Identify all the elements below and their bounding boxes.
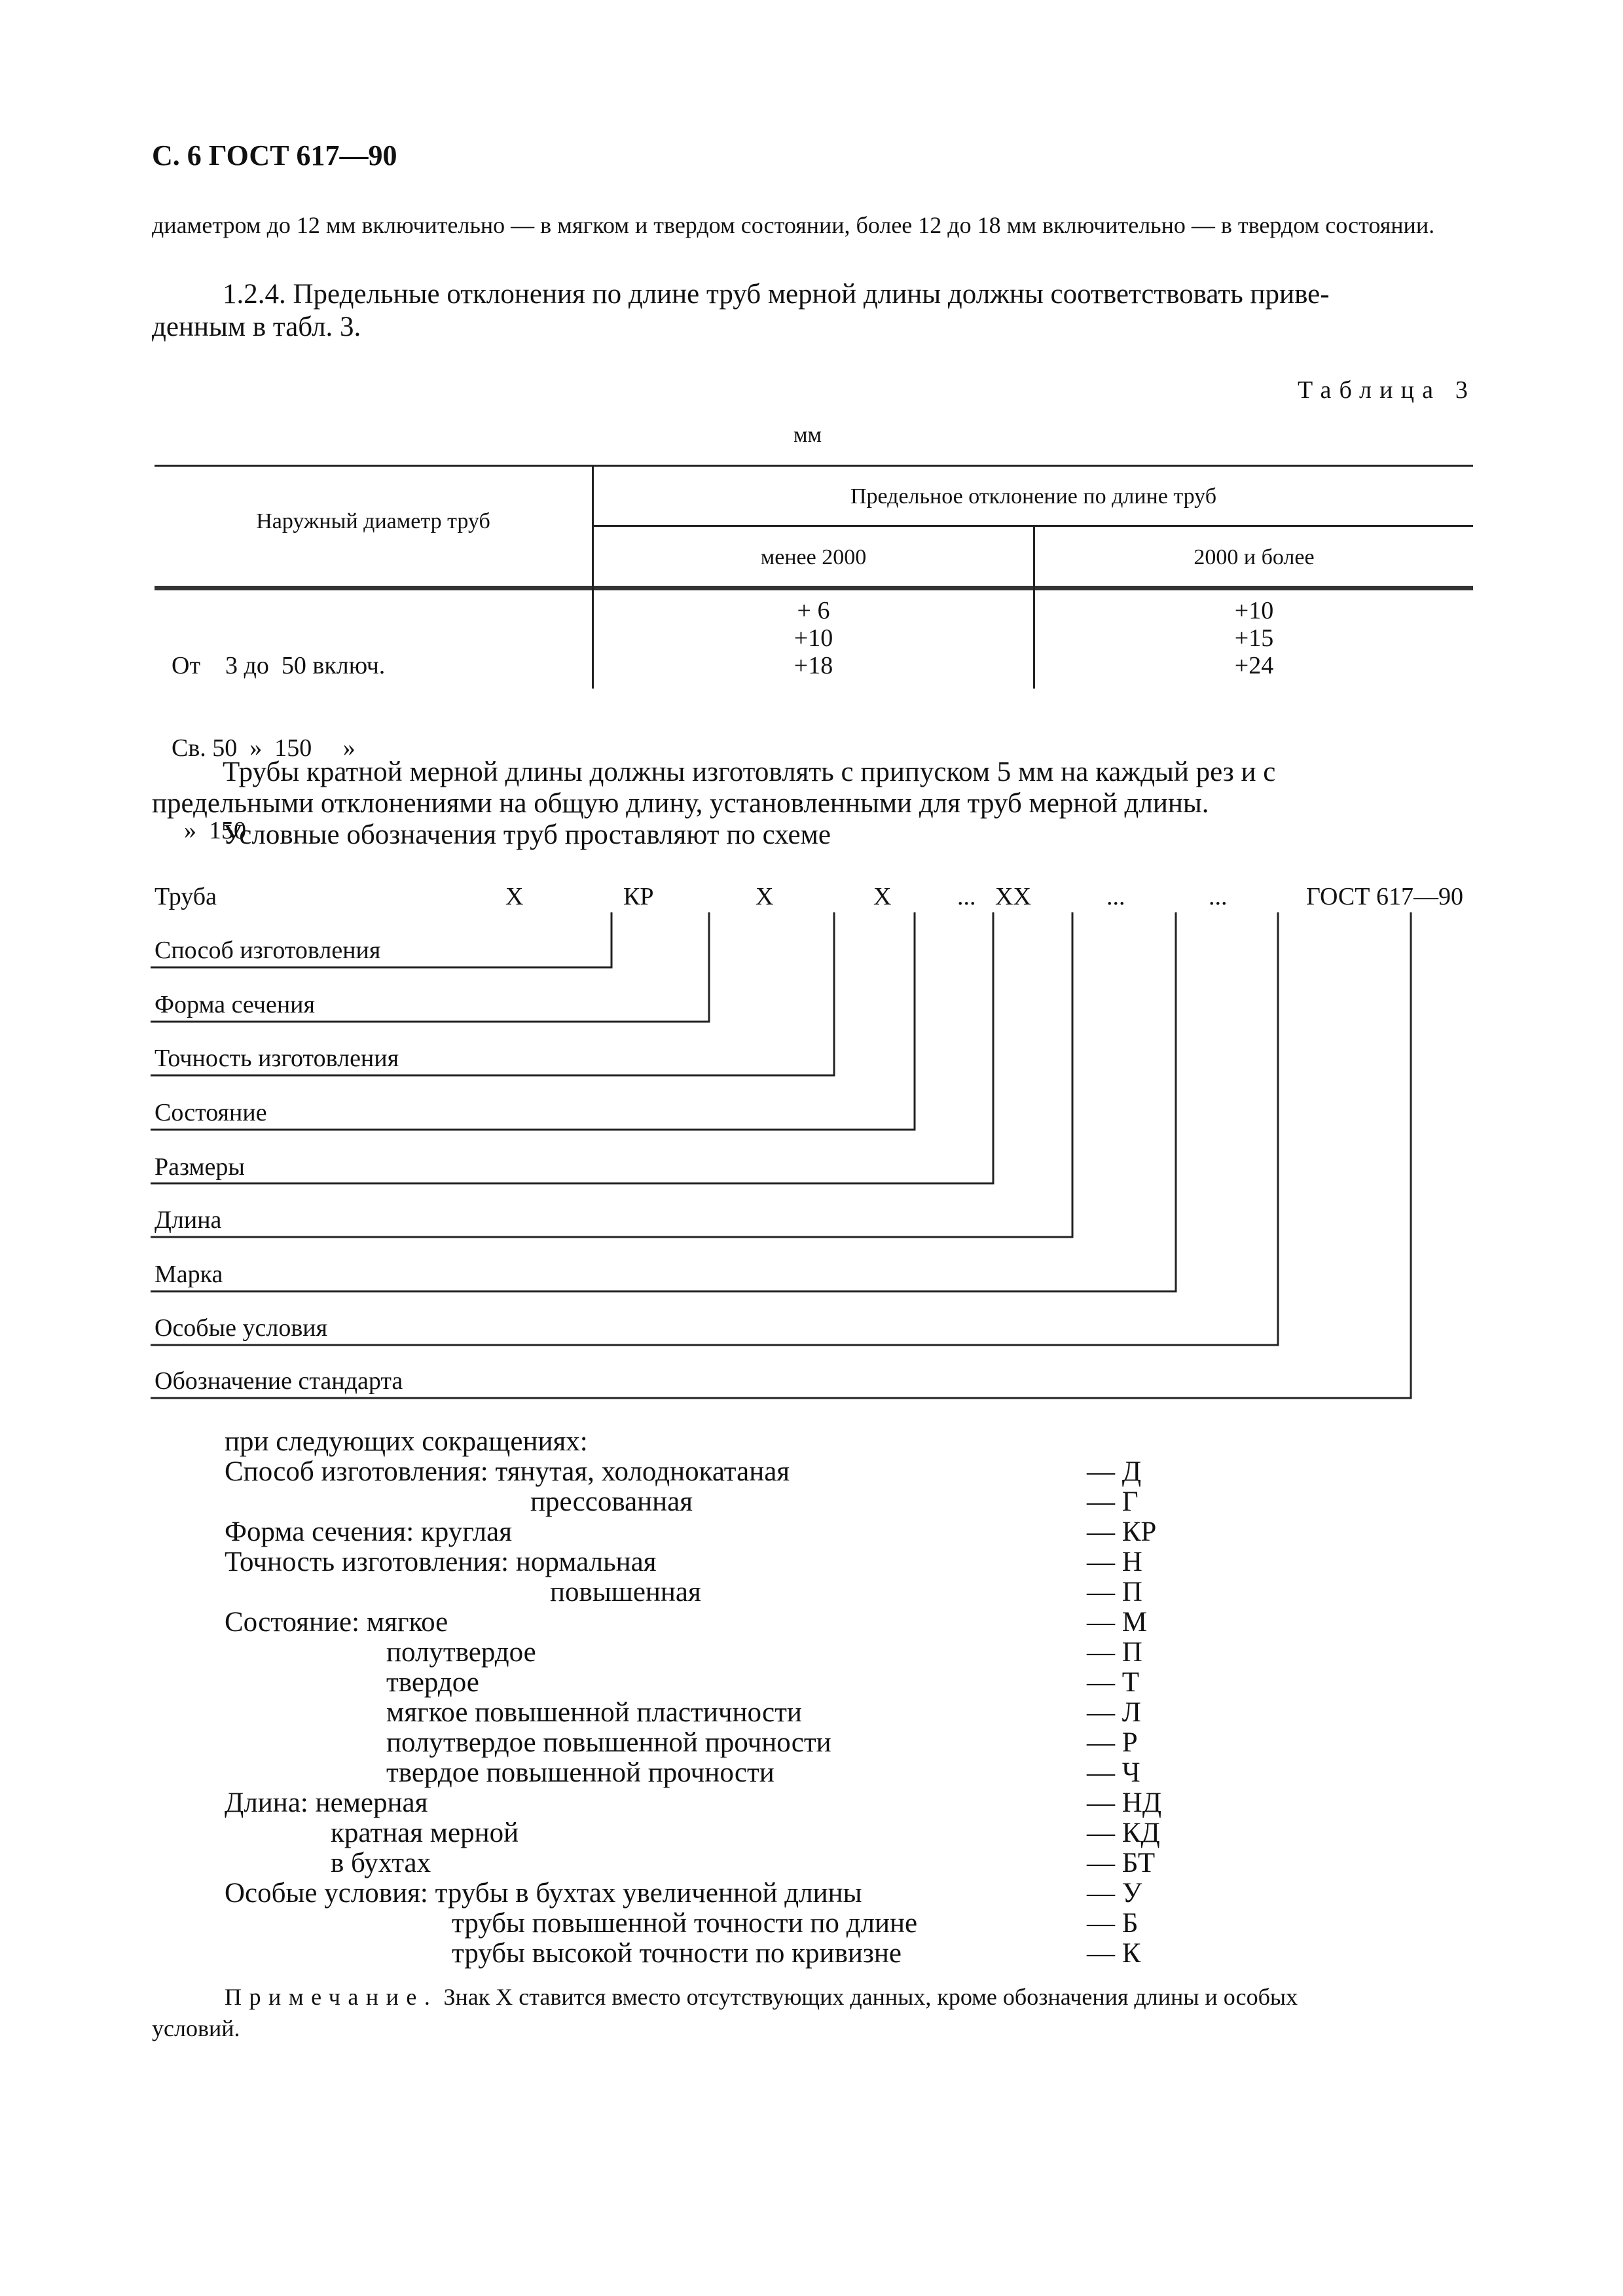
abbr-code: — НД — [1087, 1787, 1162, 1818]
abbr-code: — БТ — [1087, 1848, 1156, 1878]
table-cell-less: +10 — [793, 624, 833, 652]
abbr-text: Длина: немерная — [225, 1787, 428, 1818]
abbr-text: мягкое повышенной пластичности — [386, 1697, 802, 1728]
table-header-more: 2000 и более — [1194, 545, 1315, 569]
abbr-text: Форма сечения: круглая — [225, 1516, 513, 1547]
abbr-code: — Д — [1087, 1456, 1142, 1487]
abbr-text: в бухтах — [331, 1848, 431, 1878]
abbr-code: — П — [1087, 1577, 1142, 1607]
paragraph-1-2-4-line1: 1.2.4. Предельные отклонения по длине труб мерной длины должны соответствовать приве- — [223, 279, 1330, 310]
scheme-code: КР — [623, 883, 654, 910]
table-header-group: Предельное отклонение по длине труб — [850, 484, 1217, 509]
abbr-code: — Т — [1087, 1667, 1140, 1698]
scheme-code: ... — [1209, 883, 1228, 910]
table-unit: мм — [793, 423, 822, 447]
paragraph-1-2-4-line2: денным в табл. 3. — [152, 312, 361, 342]
abbr-code: — Н — [1087, 1547, 1142, 1577]
abbr-code: — М — [1087, 1607, 1147, 1638]
abbr-text: твердое повышенной прочности — [386, 1757, 775, 1788]
scheme-code: ... — [957, 883, 976, 910]
abbr-code: — Г — [1087, 1486, 1139, 1517]
abbr-code: — Р — [1087, 1727, 1138, 1758]
scheme-label: Обозначение стандарта — [155, 1367, 403, 1395]
table-cell-diameter: От 3 до 50 включ. — [172, 652, 386, 679]
abbr-code: — У — [1087, 1878, 1142, 1909]
table-cell-more: +15 — [1234, 624, 1274, 652]
page-header: С. 6 ГОСТ 617—90 — [152, 139, 397, 171]
scheme-label: Точность изготовления — [155, 1045, 399, 1072]
scheme-code: XX — [995, 883, 1031, 910]
abbr-code: — К — [1087, 1938, 1141, 1969]
scheme-code: ГОСТ 617—90 — [1306, 883, 1463, 910]
paragraph-scheme-intro: Условные обозначения труб проставляют по схеме — [223, 819, 831, 850]
note-label: Примечание. — [225, 1984, 438, 2010]
abbr-text: Способ изготовления: тянутая, холоднокатаная — [225, 1456, 790, 1487]
paragraph-multiple-line2: предельными отклонениями на общую длину, установленными для труб мерной длины. — [152, 788, 1209, 819]
table-header-diameter: Наружный диаметр труб — [256, 509, 490, 533]
table-cell-diameter: Св. 50 » 150 » — [172, 734, 356, 762]
scheme-label: Состояние — [155, 1099, 267, 1126]
abbr-text: полутвердое — [386, 1637, 536, 1668]
abbr-text: повышенная — [550, 1577, 701, 1607]
scheme-label: Длина — [155, 1206, 222, 1234]
table-cell-less: +18 — [793, 652, 833, 679]
paragraph-multiple-line1: Трубы кратной мерной длины должны изготовлять с припуском 5 мм на каждый рез и с — [223, 757, 1276, 787]
abbr-text: Особые условия: трубы в бухтах увеличенной длины — [225, 1878, 862, 1909]
abbr-text: Точность изготовления: нормальная — [225, 1547, 657, 1577]
table-cell-more: +24 — [1234, 652, 1274, 679]
note-text: Знак X ставится вместо отсутствующих данных, кроме обозначения длины и особых — [437, 1984, 1298, 2010]
paragraph-continuation: диаметром до 12 мм включительно — в мягком и твердом состоянии, более 12 до 18 мм включительно — в твердом состоянии. — [152, 212, 1435, 238]
table-cell-more: +10 — [1234, 597, 1274, 624]
scheme-code: ... — [1106, 883, 1125, 910]
abbr-code: — Б — [1087, 1908, 1139, 1939]
scheme-title: Труба — [155, 883, 217, 910]
scheme-label: Марка — [155, 1261, 223, 1288]
scheme-label: Способ изготовления — [155, 937, 381, 964]
abbr-text: твердое — [386, 1667, 479, 1698]
abbr-code: — КР — [1087, 1516, 1157, 1547]
abbr-code: — КД — [1087, 1818, 1160, 1848]
table-cell-less: + 6 — [797, 597, 830, 624]
note-line2: условий. — [152, 2015, 240, 2041]
scheme-code: X — [505, 883, 524, 910]
scheme-code: X — [873, 883, 892, 910]
abbr-text: прессованная — [530, 1486, 693, 1517]
abbr-code: — Л — [1087, 1697, 1141, 1728]
abbr-text: Состояние: мягкое — [225, 1607, 448, 1638]
scheme-label: Форма сечения — [155, 991, 315, 1018]
abbr-text: кратная мерной — [331, 1818, 519, 1848]
table-header-less: менее 2000 — [760, 545, 867, 569]
abbr-text: трубы высокой точности по кривизне — [452, 1938, 902, 1969]
abbr-text: трубы повышенной точности по длине — [452, 1908, 918, 1939]
table-caption: Таблица 3 — [1298, 376, 1476, 404]
table-cell-diameter: » 150 — [172, 817, 246, 844]
abbr-code: — П — [1087, 1637, 1142, 1668]
abbr-code: — Ч — [1087, 1757, 1140, 1788]
abbr-intro: при следующих сокращениях: — [225, 1426, 588, 1457]
scheme-label: Размеры — [155, 1153, 245, 1181]
scheme-label: Особые условия — [155, 1314, 328, 1342]
abbr-text: полутвердое повышенной прочности — [386, 1727, 831, 1758]
scheme-code: X — [756, 883, 774, 910]
note — [225, 1983, 1298, 2011]
